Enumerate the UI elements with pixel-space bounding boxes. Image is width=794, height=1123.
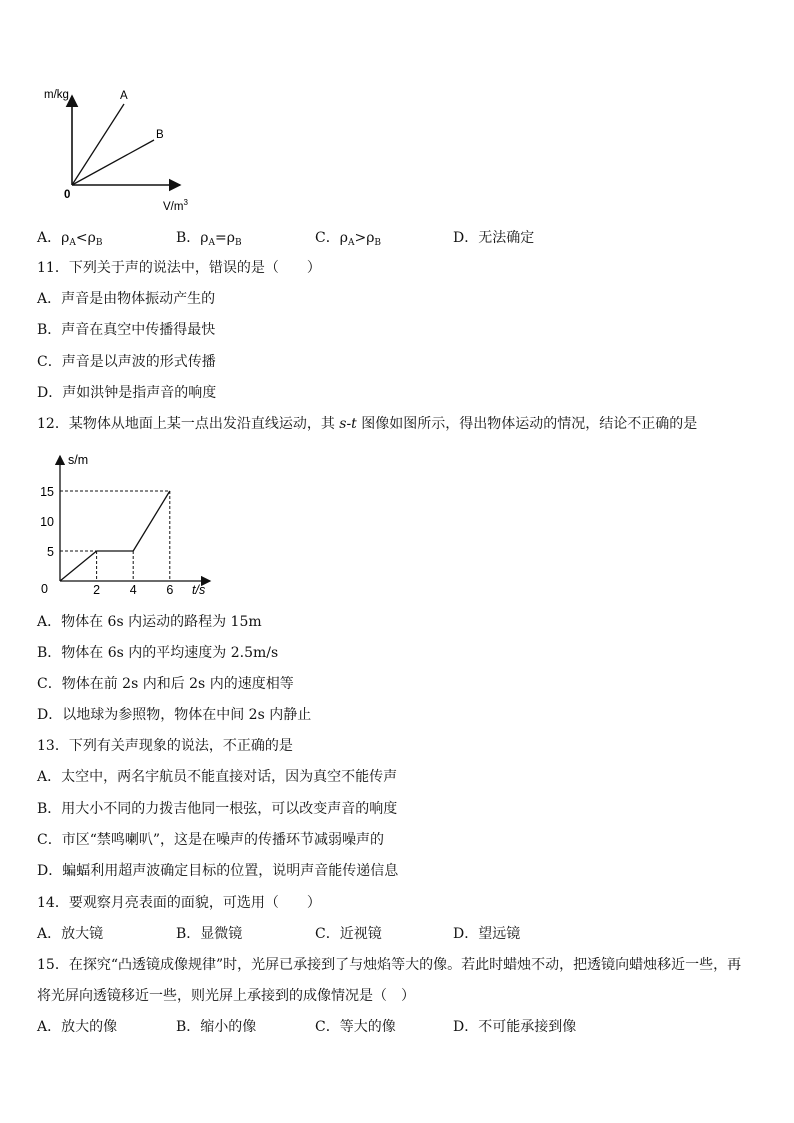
line-a: [72, 104, 124, 185]
series-segment: [60, 551, 97, 581]
series-segment: [133, 491, 170, 551]
y-tick-label: 5: [47, 545, 54, 559]
q11-option-b[interactable]: B．声音在真空中传播得最快: [37, 322, 216, 338]
q15-stem-line2: 将光屏向透镜移近一些，则光屏上承接到的成像情况是（ ）: [37, 988, 415, 1004]
q13-stem: 13．下列有关声现象的说法，不正确的是: [37, 738, 293, 754]
y-tick-label: 0: [41, 582, 48, 596]
q10-option-c[interactable]: C．$\rho_A>\rho_B$: [315, 230, 382, 248]
q10-option-d[interactable]: D．无法确定: [453, 230, 535, 246]
q13-option-c[interactable]: C．市区“禁鸣喇叭”，这是在噪声的传播环节减弱噪声的: [37, 832, 385, 848]
q14-option-a[interactable]: A．放大镜: [37, 926, 104, 942]
q12-option-d[interactable]: D．以地球为参照物，物体在中间 2s 内静止: [37, 707, 312, 723]
x-tick-label: 2: [93, 583, 101, 597]
q14-option-c[interactable]: C．近视镜: [315, 926, 382, 942]
line-b-label: B: [156, 129, 164, 141]
q13-option-d[interactable]: D．蝙蝠利用超声波确定目标的位置，说明声音能传递信息: [37, 863, 399, 879]
q14-option-d[interactable]: D．望远镜: [453, 926, 521, 942]
q11-option-a[interactable]: A．声音是由物体振动产生的: [37, 291, 216, 307]
q12-option-a[interactable]: A．物体在 6s 内运动的路程为 15m: [37, 614, 262, 630]
x-tick-label: 6: [166, 583, 174, 597]
q12-option-c[interactable]: C．物体在前 2s 内和后 2s 内的速度相等: [37, 676, 294, 692]
q12-option-b[interactable]: B．物体在 6s 内的平均速度为 2.5m/s: [37, 645, 279, 661]
y-tick-label: 15: [40, 485, 54, 499]
x-tick-label: 4: [129, 583, 137, 597]
q15-option-d[interactable]: D．不可能承接到像: [453, 1019, 577, 1035]
q10-option-b[interactable]: B．$\rho_A=\rho_B$: [176, 230, 242, 248]
y-axis-label: m/kg: [44, 89, 69, 101]
q13-option-b[interactable]: B．用大小不同的力拨吉他同一根弦，可以改变声音的响度: [37, 801, 398, 817]
line-b: [72, 140, 154, 185]
y-tick-label: 10: [40, 515, 54, 529]
q11-option-d[interactable]: D．声如洪钟是指声音的响度: [37, 385, 217, 401]
q15-stem-line1: 15．在探究“凸透镜成像规律”时，光屏已承接到了与烛焰等大的像。若此时蜡烛不动，把透镜向蜡烛移近一些，再: [37, 957, 742, 973]
y-axis-label: s/m: [68, 453, 89, 467]
x-axis-label: $V/m^3$: [163, 198, 188, 213]
q14-stem: 14．要观察月亮表面的面貌，可选用（ ）: [37, 895, 321, 911]
q14-option-b[interactable]: B．显微镜: [176, 926, 243, 942]
q15-option-b[interactable]: B．缩小的像: [176, 1019, 257, 1035]
x-axis-label: t/s: [192, 583, 206, 597]
st-graph: [30, 448, 220, 598]
q10-option-a[interactable]: A．$\rho_A<\rho_B$: [37, 230, 103, 248]
q15-option-a[interactable]: A．放大的像: [37, 1019, 118, 1035]
line-a-label: A: [120, 90, 128, 102]
q13-option-a[interactable]: A．太空中，两名宇航员不能直接对话，因为真空不能传声: [37, 769, 398, 785]
q15-option-c[interactable]: C．等大的像: [315, 1019, 396, 1035]
mass-volume-graph: [38, 84, 198, 216]
origin-label: 0: [64, 189, 71, 201]
q12-stem: 12．某物体从地面上某一点出发沿直线运动，其 s-t 图像如图所示，得出物体运动的情况，结论不正确的是: [37, 416, 698, 432]
q11-stem: 11．下列关于声的说法中，错误的是（ ）: [37, 260, 321, 276]
q11-option-c[interactable]: C．声音是以声波的形式传播: [37, 354, 216, 370]
